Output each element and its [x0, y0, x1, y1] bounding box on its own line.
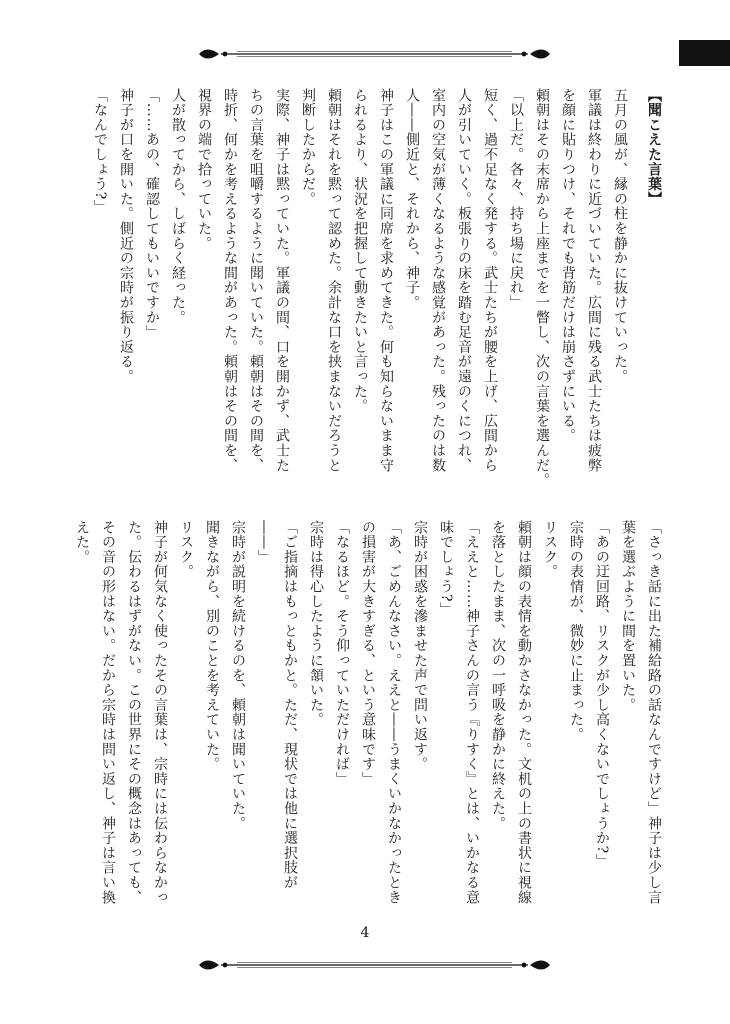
text-column: 「なんでしょう?」: [92, 88, 108, 215]
text-column: 神子が口を開いた。側近の宗時が振り返る。: [118, 88, 134, 384]
text-column: 実際、神子は黙っていた。軍議の間、口を開かず、武士た: [274, 88, 290, 473]
chapter-tab-marker: [679, 40, 730, 66]
text-column: られるより、状況を把握して動きたいと言った。: [352, 88, 368, 414]
text-column: 味でしょう?」: [438, 520, 454, 618]
text-column: 判断したからだ。: [300, 88, 316, 207]
text-column: 「さっき話に出た補給路の話なんですけど」神子は少し言: [646, 520, 662, 905]
text-column: 頼朝はその末席から上座までを一瞥し、次の言葉を選んだ。: [534, 88, 550, 488]
text-column: 「ええと……神子さんの言う『りすく』とは、いかなる意: [464, 520, 480, 905]
text-column: 宗時が困惑を滲ませた声で問い返す。: [412, 520, 428, 772]
page-number: 4: [360, 925, 370, 941]
text-column: 人が散ってから、しばらく経った。: [170, 88, 186, 325]
top-text-block: [92, 88, 666, 488]
section-heading: 【聞こえた言葉】: [646, 88, 662, 207]
bottom-text-block: [74, 520, 666, 920]
text-column: 宗時の表情が、微妙に止まった。: [568, 520, 584, 742]
text-column: 神子が何気なく使ったその言葉は、宗時には伝わらなかっ: [152, 520, 168, 905]
text-column: リスク。: [542, 520, 558, 580]
text-column: 視界の端で拾っていた。: [196, 88, 212, 251]
text-column: 「ご指摘はもっともかと。ただ、現状では他に選択肢が: [282, 520, 298, 890]
text-column: 頼朝はそれを黙って認めた。余計な口を挟まないだろうと: [326, 88, 342, 473]
top-ornament-divider: [197, 42, 552, 66]
text-column: た。伝わるはずがない。この世界にその概念はあっても、: [126, 520, 142, 905]
text-column: の損害が大きすぎる、という意味です」: [360, 520, 376, 787]
text-column: リスク。: [178, 520, 194, 580]
text-column: 人――側近と、それから、神子。: [404, 88, 420, 310]
text-column: 宗時が説明を続けるのを、頼朝は聞いていた。: [230, 520, 246, 831]
text-column: 「なるほど。そう仰っていただければ」: [334, 520, 350, 787]
text-column: 「……あの、確認してもいいですか」: [144, 88, 160, 340]
text-column: 宗時は得心したように頷いた。: [308, 520, 324, 728]
bottom-ornament-divider: [197, 953, 552, 977]
text-column: 「以上だ。各々、持ち場に戻れ」: [508, 88, 524, 310]
text-column: 室内の空気が薄くなるような感覚があった。残ったのは数: [430, 88, 446, 473]
text-column: 五月の風が、縁の柱を静かに抜けていった。: [612, 88, 628, 384]
text-column: 「あの迂回路、リスクが少し高くないでしょうか?」: [594, 520, 610, 869]
text-column: えた。: [74, 520, 90, 565]
text-column: 聞きながら、別のことを考えていた。: [204, 520, 220, 772]
text-column: 葉を選ぶように間を置いた。: [620, 520, 636, 713]
text-column: を顔に貼りつけ、それでも背筋だけは崩さずにいる。: [560, 88, 576, 444]
text-column: 短く、過不足なく発する。武士たちが腰を上げ、広間から: [482, 88, 498, 473]
text-column: その音の形はない。だから宗時は問い返し、神子は言い換: [100, 520, 116, 905]
text-column: 人が引いていく。板張りの床を踏む足音が遠のくにつれ、: [456, 88, 472, 473]
text-column: 「あ、ごめんなさい。ええと――うまくいかなかったとき: [386, 520, 402, 905]
text-column: 軍議は終わりに近づいていた。広間に残る武士たちは疲弊: [586, 88, 602, 473]
text-column: 頼朝は顔の表情を動かさなかった。文机の上の書状に視線: [516, 520, 532, 905]
text-column: 時折、何かを考えるような間があった。頼朝はその間を、: [222, 88, 238, 473]
text-column: を落としたまま、次の一呼吸を静かに終えた。: [490, 520, 506, 831]
text-column: ちの言葉を咀嚼するように聞いていた。頼朝はその間を、: [248, 88, 264, 473]
text-column: ――」: [256, 520, 272, 565]
text-column: 神子はこの軍議に同席を求めてきた。何も知らないまま守: [378, 88, 394, 473]
